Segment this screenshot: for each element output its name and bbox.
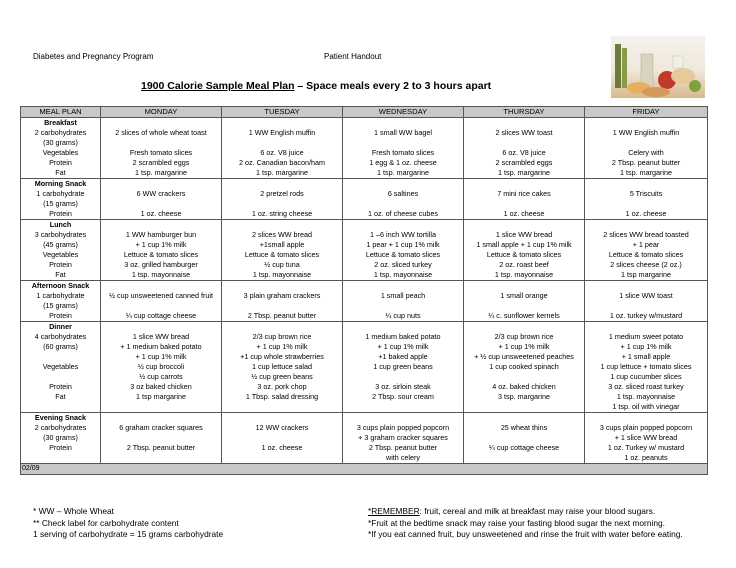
spacer — [465, 281, 583, 291]
food-item: 1 cup lettuce + tomato slices — [600, 362, 692, 371]
food-item: + 1 cup 1% milk — [620, 342, 672, 351]
meal-cell — [101, 118, 222, 179]
food-item — [223, 453, 341, 463]
food-item — [465, 453, 583, 463]
meal-cell — [222, 220, 343, 281]
footnote-line: 1 serving of carbohydrate = 15 grams carbohydrate — [33, 529, 224, 539]
food-group-label: (30 grams) — [43, 138, 78, 147]
spacer — [102, 179, 220, 189]
meal-cell — [464, 118, 585, 179]
meal-cell — [343, 118, 464, 179]
food-item: 3 oz. grilled hamburger — [124, 260, 198, 269]
food-item: 1 slice WW bread — [495, 230, 553, 239]
meal-cell — [222, 281, 343, 322]
food-item — [223, 433, 341, 443]
meal-cell — [464, 179, 585, 220]
meal-plan-table — [20, 106, 708, 475]
food-item: 1 tsp. mayonnaise — [373, 270, 433, 279]
reminder-line: *If you eat canned fruit, buy unsweetened and rinse the fruit with water before eating. — [368, 529, 683, 539]
meal-cell — [222, 179, 343, 220]
food-item: 2 slices cheese (2 oz.) — [610, 260, 682, 269]
food-item: 1 pear + 1 cup 1% milk — [366, 240, 440, 249]
spacer — [586, 413, 706, 423]
meal-name: Afternoon Snack — [31, 281, 90, 290]
food-item: Lettuce & tomato slices — [244, 250, 320, 259]
food-item: 1 cup cooked spinach — [489, 362, 559, 371]
spacer — [102, 281, 220, 291]
food-item — [102, 301, 220, 311]
food-item: 5 Triscuits — [629, 189, 663, 198]
column-header: THURSDAY — [464, 107, 585, 118]
food-item: 1 medium sweet potato — [608, 332, 684, 341]
food-item: ¼ c. sunflower kernels — [488, 311, 560, 320]
meal-cell — [464, 281, 585, 322]
food-item: 1 tsp. margarine — [256, 168, 308, 177]
meal-cell — [222, 322, 343, 413]
food-item: 4 oz. baked chicken — [492, 382, 556, 391]
spacer — [102, 413, 220, 423]
food-group-label: Protein — [49, 382, 72, 391]
food-item: 6 oz. V8 juice — [260, 148, 304, 157]
food-item: + 1 cup 1% milk — [135, 352, 187, 361]
meal-name: Lunch — [49, 220, 72, 229]
food-item: 1 tsp. oil with vinegar — [612, 402, 680, 411]
meal-name: Evening Snack — [34, 413, 87, 422]
food-item: 1 slice WW toast — [619, 291, 673, 300]
food-item — [586, 301, 706, 311]
meal-row — [21, 220, 708, 281]
meal-cell — [101, 322, 222, 413]
spacer — [223, 220, 341, 230]
food-item — [102, 453, 220, 463]
food-item: +1 baked apple — [378, 352, 428, 361]
food-item — [344, 372, 462, 382]
food-item: ½ cup unsweetened canned fruit — [109, 291, 213, 300]
food-item: 1 oz. cheese — [625, 209, 667, 218]
food-group-label: Protein — [49, 209, 72, 218]
food-group-label: 1 carbohydrate — [36, 189, 85, 198]
food-item: with celery — [386, 453, 420, 462]
food-item: 2 oz. roast beef — [499, 260, 549, 269]
food-group-label: Vegetables — [42, 250, 79, 259]
food-item: 2 scrambled eggs — [132, 158, 190, 167]
food-item: 2 Tbsp. sour cream — [372, 392, 434, 401]
food-item — [586, 138, 706, 148]
food-group-label: 1 carbohydrate — [36, 291, 85, 300]
food-item: 2 oz. sliced turkey — [374, 260, 432, 269]
food-group-label: Protein — [49, 443, 72, 452]
reminder-line — [368, 506, 683, 518]
spacer — [344, 322, 462, 332]
column-header: FRIDAY — [585, 107, 708, 118]
food-item: 2 oz. Canadian bacon/ham — [239, 158, 325, 167]
meal-cell — [101, 179, 222, 220]
spacer — [223, 118, 341, 128]
column-header: TUESDAY — [222, 107, 343, 118]
spacer — [344, 413, 462, 423]
food-item: +1 cup whole strawberries — [240, 352, 324, 361]
food-item: ¼ cup nuts — [385, 311, 421, 320]
food-group-label: Protein — [49, 158, 72, 167]
food-group-label: (15 grams) — [43, 199, 78, 208]
food-group-label: Fat — [55, 168, 66, 177]
food-group-label: (60 grams) — [43, 342, 78, 351]
meal-cell — [222, 118, 343, 179]
food-item: 2 slices WW bread toasted — [603, 230, 689, 239]
food-item: 1 oz. cheese — [261, 443, 303, 452]
food-item: ½ cup carrots — [139, 372, 183, 381]
meal-cell — [464, 322, 585, 413]
spacer — [465, 220, 583, 230]
food-item: 12 WW crackers — [255, 423, 309, 432]
food-item: 1 WW English muffin — [612, 128, 680, 137]
spacer — [465, 413, 583, 423]
food-group-label: Protein — [49, 311, 72, 320]
food-item: 6 saltines — [387, 189, 419, 198]
food-item: + 1 cup 1% milk — [135, 240, 187, 249]
food-item: ½ cup tuna — [264, 260, 300, 269]
date-code: 02/09 — [21, 464, 708, 475]
food-group-label: Protein — [49, 260, 72, 269]
food-item: 1 cup lettuce salad — [252, 362, 312, 371]
food-item: 1 tsp. margarine — [135, 168, 187, 177]
food-item — [102, 433, 220, 443]
meal-cell — [585, 281, 708, 322]
meal-row — [21, 179, 708, 220]
food-group-label: 4 carbohydrates — [34, 332, 87, 341]
food-item: 2 scrambled eggs — [495, 158, 553, 167]
food-item: 1 egg & 1 oz. cheese — [369, 158, 437, 167]
food-item: 1 WW hamburger bun — [125, 230, 197, 239]
meal-label-cell — [21, 322, 101, 413]
food-group-label: Vegetables — [42, 362, 79, 371]
food-item: 1 small apple + 1 cup 1% milk — [476, 240, 572, 249]
food-item — [465, 402, 583, 412]
meal-name: Morning Snack — [34, 179, 87, 188]
food-group-label: Vegetables — [42, 148, 79, 157]
food-item: 2 slices WW toast — [495, 128, 553, 137]
food-group-label: (30 grams) — [43, 433, 78, 442]
meal-cell — [585, 220, 708, 281]
food-item — [465, 433, 583, 443]
food-group-label — [22, 402, 99, 412]
meal-row — [21, 413, 708, 464]
food-item: 1 tsp. mayonnaise — [252, 270, 312, 279]
meal-cell — [343, 281, 464, 322]
food-item: 1 tsp margarine — [136, 392, 186, 401]
food-group-label — [22, 352, 99, 362]
spacer — [344, 179, 462, 189]
food-item — [223, 402, 341, 412]
food-item: ¼ cup cottage cheese — [125, 311, 197, 320]
meal-cell — [101, 413, 222, 464]
food-item — [465, 138, 583, 148]
food-item: 2 Tbsp. peanut butter — [611, 158, 681, 167]
spacer — [465, 322, 583, 332]
spacer — [344, 118, 462, 128]
food-item: Lettuce & tomato slices — [608, 250, 684, 259]
column-header: WEDNESDAY — [343, 107, 464, 118]
meal-cell — [101, 281, 222, 322]
spacer — [223, 281, 341, 291]
food-item: 1 slice WW bread — [132, 332, 190, 341]
food-group-label: (15 grams) — [43, 301, 78, 310]
food-item: + 1 pear — [632, 240, 660, 249]
spacer — [223, 413, 341, 423]
meal-name: Dinner — [49, 322, 72, 331]
food-item: Lettuce & tomato slices — [365, 250, 441, 259]
food-item — [465, 372, 583, 382]
footnote-line: ** Check label for carbohydrate content — [33, 517, 179, 528]
food-item: 3 oz. sirloin steak — [375, 382, 431, 391]
food-item: 1 Tbsp. salad dressing — [245, 392, 319, 401]
food-item — [465, 199, 583, 209]
food-item: 1 oz. cheese — [140, 209, 182, 218]
meal-row — [21, 322, 708, 413]
meal-label-cell — [21, 220, 101, 281]
spacer — [344, 281, 462, 291]
meal-cell — [464, 220, 585, 281]
food-item: + ½ cup unsweetened peaches — [474, 352, 574, 361]
food-item: 1 –6 inch WW tortilla — [370, 230, 436, 239]
food-item: 1 oz. cheese — [503, 209, 545, 218]
meal-cell — [343, 220, 464, 281]
food-item: 1 oz. of cheese cubes — [368, 209, 438, 218]
food-item: ½ cup broccoli — [137, 362, 185, 371]
food-item — [223, 301, 341, 311]
meal-cell — [585, 118, 708, 179]
food-item: Lettuce & tomato slices — [486, 250, 562, 259]
food-item: 3 cups plain popped popcorn — [356, 423, 450, 432]
spacer — [586, 118, 706, 128]
food-item: 7 mini rice cakes — [497, 189, 551, 198]
food-item: 1 tsp. mayonnaise — [494, 270, 554, 279]
food-item — [344, 301, 462, 311]
food-item: 1 WW English muffin — [248, 128, 316, 137]
food-item: 25 wheat thins — [500, 423, 548, 432]
food-group-label: 2 carbohydrates — [34, 423, 87, 432]
spacer — [465, 179, 583, 189]
meal-cell — [343, 413, 464, 464]
food-item: 2 slices of whole wheat toast — [115, 128, 207, 137]
title-subtitle: – Space meals every 2 to 3 hours apart — [294, 80, 492, 92]
food-item: 2/3 cup brown rice — [494, 332, 554, 341]
spacer — [223, 179, 341, 189]
meal-cell — [222, 413, 343, 464]
food-item — [344, 138, 462, 148]
spacer — [102, 322, 220, 332]
food-item: 1 oz. string cheese — [251, 209, 313, 218]
food-item: + 1 slice WW bread — [614, 433, 678, 442]
food-item — [223, 138, 341, 148]
spacer — [586, 281, 706, 291]
reminders — [368, 506, 683, 541]
food-item: 3 cups plain popped popcorn — [599, 423, 693, 432]
food-item: Fresh tomato slices — [371, 148, 435, 157]
food-item: 1 oz. turkey w/mustard — [609, 311, 683, 320]
meal-name: Breakfast — [44, 118, 77, 127]
food-item: 3 oz. pork chop — [257, 382, 307, 391]
food-item: 6 WW crackers — [136, 189, 186, 198]
food-item: + 3 graham cracker squares — [358, 433, 448, 442]
food-item: 1 tsp. margarine — [620, 168, 672, 177]
reminder-line: *Fruit at the bedtime snack may raise your fasting blood sugar the next morning. — [368, 517, 665, 528]
food-item — [465, 301, 583, 311]
column-header: MONDAY — [101, 107, 222, 118]
food-item: 2 Tbsp. peanut butter — [368, 443, 438, 452]
food-item — [102, 199, 220, 209]
remember-text: : fruit, cereal and milk at breakfast may raise your blood sugars. — [419, 506, 656, 516]
food-item: 1 tsp. margarine — [498, 168, 550, 177]
food-item: 2/3 cup brown rice — [252, 332, 312, 341]
food-item: + 1 cup 1% milk — [498, 342, 550, 351]
food-item: Fresh tomato slices — [129, 148, 193, 157]
food-item — [102, 402, 220, 412]
food-item: 2 Tbsp. peanut butter — [126, 443, 196, 452]
meal-label-cell — [21, 413, 101, 464]
food-item: Lettuce & tomato slices — [123, 250, 199, 259]
program-name: Diabetes and Pregnancy Program — [33, 52, 154, 61]
food-item: 1 cup green beans — [373, 362, 433, 371]
food-item: 3 oz. sliced roast turkey — [608, 382, 684, 391]
food-item: 1 small WW bagel — [374, 128, 432, 137]
table-header-row — [21, 107, 708, 118]
title-main: 1900 Calorie Sample Meal Plan — [141, 80, 295, 92]
food-item: 1 tsp. margarine — [377, 168, 429, 177]
food-item: ½ cup green beans — [251, 372, 313, 381]
food-item: 6 oz. V8 juice — [502, 148, 546, 157]
food-item: 6 graham cracker squares — [119, 423, 203, 432]
food-item: 3 tsp. margarine — [498, 392, 550, 401]
footnotes — [33, 506, 223, 541]
food-item: 3 oz baked chicken — [130, 382, 192, 391]
meal-cell — [101, 220, 222, 281]
spacer — [465, 118, 583, 128]
meal-cell — [464, 413, 585, 464]
food-item: 1 tsp. mayonnaise — [131, 270, 191, 279]
remember-label: *REMEMBER — [368, 506, 420, 516]
food-item: 1 small peach — [380, 291, 426, 300]
food-group-label: 3 carbohydrates — [34, 230, 87, 239]
meal-row — [21, 118, 708, 179]
food-item: 1 oz. Turkey w/ mustard — [607, 443, 685, 452]
food-group-label — [22, 372, 99, 382]
food-group-label — [22, 453, 99, 463]
food-item: + 1 small apple — [621, 352, 671, 361]
meal-label-cell — [21, 281, 101, 322]
meal-cell — [343, 322, 464, 413]
meal-cell — [343, 179, 464, 220]
food-group-label: 2 carbohydrates — [34, 128, 87, 137]
food-item: 1 tsp. mayonnaise — [616, 392, 676, 401]
food-item: + 1 medium baked potato — [120, 342, 202, 351]
spacer — [102, 118, 220, 128]
food-item — [344, 199, 462, 209]
food-item: 1 medium baked potato — [365, 332, 441, 341]
food-item: 1 tsp margarine — [621, 270, 671, 279]
food-item: Celery with — [628, 148, 664, 157]
food-item: 2 pretzel rods — [260, 189, 304, 198]
food-item: + 1 cup 1% milk — [256, 342, 308, 351]
food-item — [223, 199, 341, 209]
spacer — [586, 179, 706, 189]
spacer — [102, 220, 220, 230]
meal-cell — [585, 322, 708, 413]
footnote-line: * WW – Whole Wheat — [33, 506, 114, 516]
handout-label: Patient Handout — [324, 52, 382, 61]
spacer — [223, 322, 341, 332]
spacer — [586, 220, 706, 230]
meal-cell — [585, 413, 708, 464]
food-item: 1 oz. peanuts — [624, 453, 668, 462]
food-photo — [611, 36, 705, 98]
spacer — [586, 322, 706, 332]
spacer — [344, 220, 462, 230]
page-title — [141, 80, 491, 92]
food-item — [102, 138, 220, 148]
food-item: ¼ cup cottage cheese — [488, 443, 560, 452]
food-item — [344, 402, 462, 412]
food-group-label: (45 grams) — [43, 240, 78, 249]
meal-row — [21, 281, 708, 322]
food-item: 1 small orange — [500, 291, 548, 300]
column-header: MEAL PLAN — [21, 107, 101, 118]
food-item: 2 Tbsp. peanut butter — [247, 311, 317, 320]
food-item — [586, 199, 706, 209]
meal-label-cell — [21, 118, 101, 179]
meal-label-cell — [21, 179, 101, 220]
food-item: 1 cup cucumber slices — [610, 372, 682, 381]
food-item: 3 plain graham crackers — [243, 291, 321, 300]
meal-cell — [585, 179, 708, 220]
food-item: 2 slices WW bread — [252, 230, 312, 239]
food-item: + 1 cup 1% milk — [377, 342, 429, 351]
food-item: +1small apple — [259, 240, 305, 249]
food-group-label: Fat — [55, 270, 66, 279]
food-group-label: Fat — [55, 392, 66, 401]
